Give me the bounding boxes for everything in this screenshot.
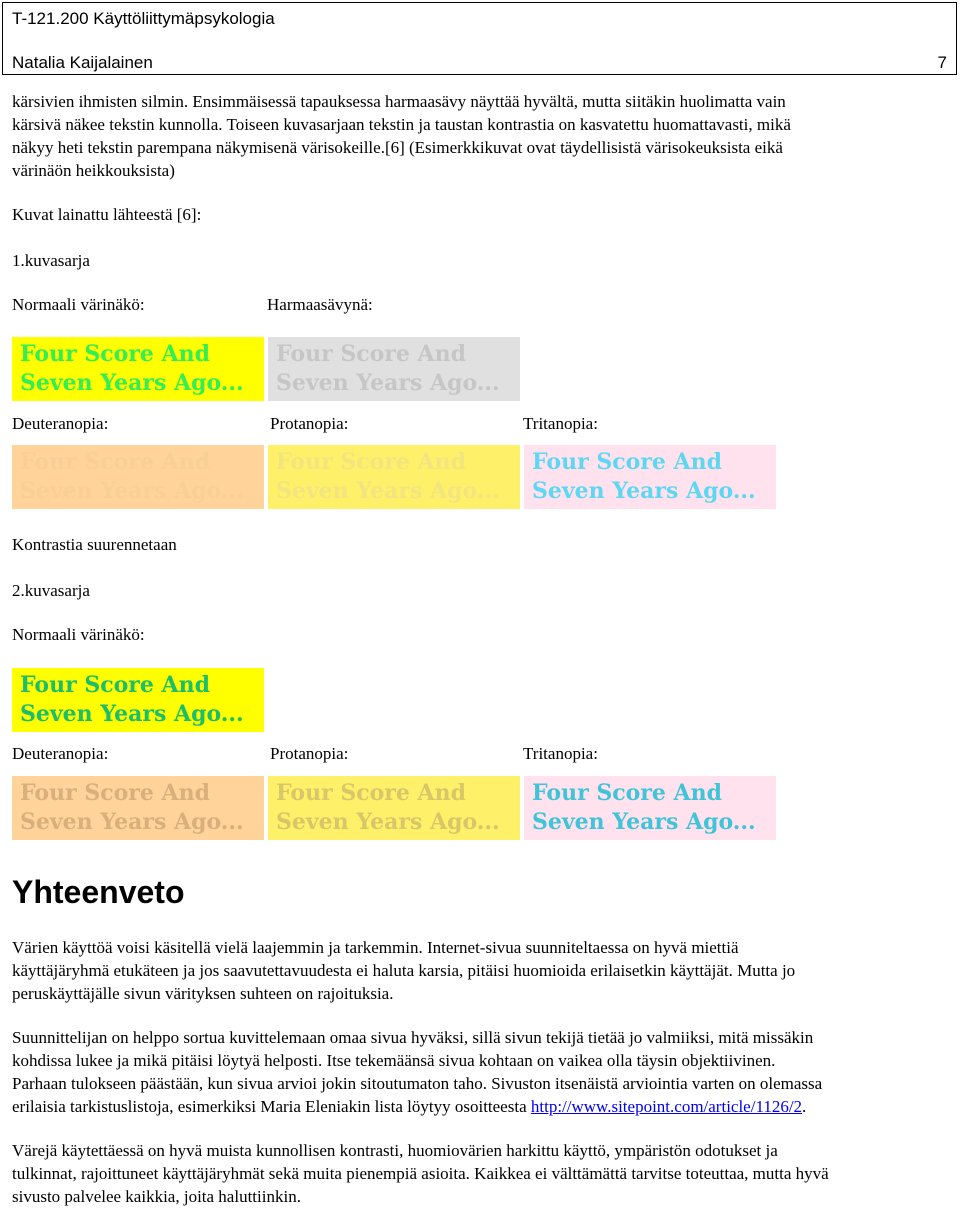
sample-line: Four Score And: [20, 672, 210, 698]
sample-line: Seven Years Ago...: [276, 370, 500, 396]
sample-line: Seven Years Ago...: [20, 701, 244, 727]
sample-line: Seven Years Ago...: [20, 809, 244, 835]
sample-line: Four Score And: [276, 449, 466, 475]
sample-line: Four Score And: [276, 780, 466, 806]
summary-paragraph-line: Parhaan tulokseen päästään, kun sivua arvioi jokin sitoutumaton taho. Sivuston itsenäistä arviointia varten on olemassa: [12, 1074, 823, 1093]
series-title: 2.kuvasarja: [12, 581, 90, 600]
sample-line: Four Score And: [532, 449, 722, 475]
course-title: T-121.200 Käyttöliittymäpsykologia: [12, 9, 275, 28]
tritanopia-label: Tritanopia:: [523, 414, 598, 433]
sample-line: Four Score And: [20, 341, 210, 367]
sample-line: Four Score And: [276, 341, 466, 367]
protanopia-label: Protanopia:: [270, 744, 349, 763]
sample-image-tritanopia: [524, 776, 776, 840]
summary-heading: Yhteenveto: [12, 874, 185, 910]
intro-line: värinäön heikkouksista): [12, 161, 175, 180]
sample-image-protanopia: [268, 445, 520, 509]
summary-paragraph-line: käyttäjäryhmä etukäteen ja jos saavutettavuudesta ei haluta karsia, pitäisi huomioida erilaisetkin käyttäjät. Mutta jo: [12, 961, 796, 980]
line-text: .: [802, 1097, 807, 1116]
summary-paragraph-line: Värien käyttöä voisi käsitellä vielä laajemmin ja tarkemmin. Internet-sivua suunniteltaessa on hyvä miettiä: [12, 938, 739, 957]
sample-line: Four Score And: [532, 780, 722, 806]
line-text: erilaisia tarkistuslistoja, esimerkiksi Maria Eleniakin lista löytyy osoitteesta: [12, 1097, 531, 1116]
intro-line: kärsivien ihmisten silmin. Ensimmäisessä tapauksessa harmaasävy näyttää hyvältä, mutta siitäkin huolimatta vain: [12, 92, 786, 111]
normal-vision-label: Normaali värinäkö:: [12, 295, 145, 314]
sample-line: Four Score And: [20, 449, 210, 475]
author-name: Natalia Kaijalainen: [12, 53, 153, 72]
summary-paragraph-line: peruskäyttäjälle sivun värityksen suhteen on rajoituksia.: [12, 984, 394, 1003]
protanopia-label: Protanopia:: [270, 414, 349, 433]
sample-line: Seven Years Ago...: [532, 478, 756, 504]
series-title: 1.kuvasarja: [12, 251, 90, 270]
grayscale-label: Harmaasävynä:: [267, 295, 373, 314]
normal-vision-label: Normaali värinäkö:: [12, 625, 145, 644]
sample-image-grayscale: [268, 337, 520, 401]
summary-paragraph-line: sivusto palvelee kaikkia, joita haluttiinkin.: [12, 1187, 301, 1206]
tritanopia-label: Tritanopia:: [523, 744, 598, 763]
sitepoint-link[interactable]: http://www.sitepoint.com/article/1126/2: [530, 1097, 803, 1116]
deuteranopia-label: Deuteranopia:: [12, 414, 109, 433]
sample-image-deuteranopia: [12, 445, 264, 509]
summary-paragraph-line: tulkinnat, rajoittuneet käyttäjäryhmät sekä muita pienempiä asioita. Kaikkea ei välttämättä tarvitse toteuttaa, mutta hyvä: [12, 1164, 829, 1183]
page-header: [2, 2, 957, 75]
sample-image-tritanopia: [524, 445, 776, 509]
sample-line: Seven Years Ago...: [532, 809, 756, 835]
summary-paragraph-line: Suunnittelijan on helppo sortua kuvittelemaan omaa sivua hyväksi, sillä sivun tekijä tietää jo valmiiksi, mitä missäkin: [12, 1028, 814, 1047]
page-number: 7: [937, 53, 947, 72]
summary-paragraph-line: kohdissa lukee ja mikä pitäisi löytyä helposti. Itse tekemäänsä sivua kohtaan on vaikea olla täysin objektiivinen.: [12, 1051, 776, 1070]
intro-line: kärsivä näkee tekstin kunnolla. Toiseen kuvasarjaan tekstin ja taustan kontrastia on kasvatettu huomattavasti, mikä: [12, 115, 791, 134]
deuteranopia-label: Deuteranopia:: [12, 744, 109, 763]
source-note: Kuvat lainattu lähteestä [6]:: [12, 205, 202, 224]
sample-image-normal: [12, 337, 264, 401]
sample-line: Four Score And: [20, 780, 210, 806]
sample-line: Seven Years Ago...: [276, 809, 500, 835]
sample-line: Seven Years Ago...: [276, 478, 500, 504]
sample-line: Seven Years Ago...: [20, 370, 244, 396]
sample-image-deuteranopia: [12, 776, 264, 840]
intro-line: näkyy heti tekstin parempana näkymisenä värisokeille.[6] (Esimerkkikuvat ovat täydellisistä värisokeuksista eikä: [12, 138, 783, 157]
sample-image-protanopia: [268, 776, 520, 840]
contrast-note: Kontrastia suurennetaan: [12, 535, 177, 554]
summary-paragraph-line: Värejä käytettäessä on hyvä muista kunnollisen kontrasti, huomiovärien harkittu käyttö, ympäristön odotukset ja: [12, 1141, 778, 1160]
sample-line: Seven Years Ago...: [20, 478, 244, 504]
sample-image-normal: [12, 668, 264, 732]
summary-paragraph-line: [12, 1095, 806, 1118]
